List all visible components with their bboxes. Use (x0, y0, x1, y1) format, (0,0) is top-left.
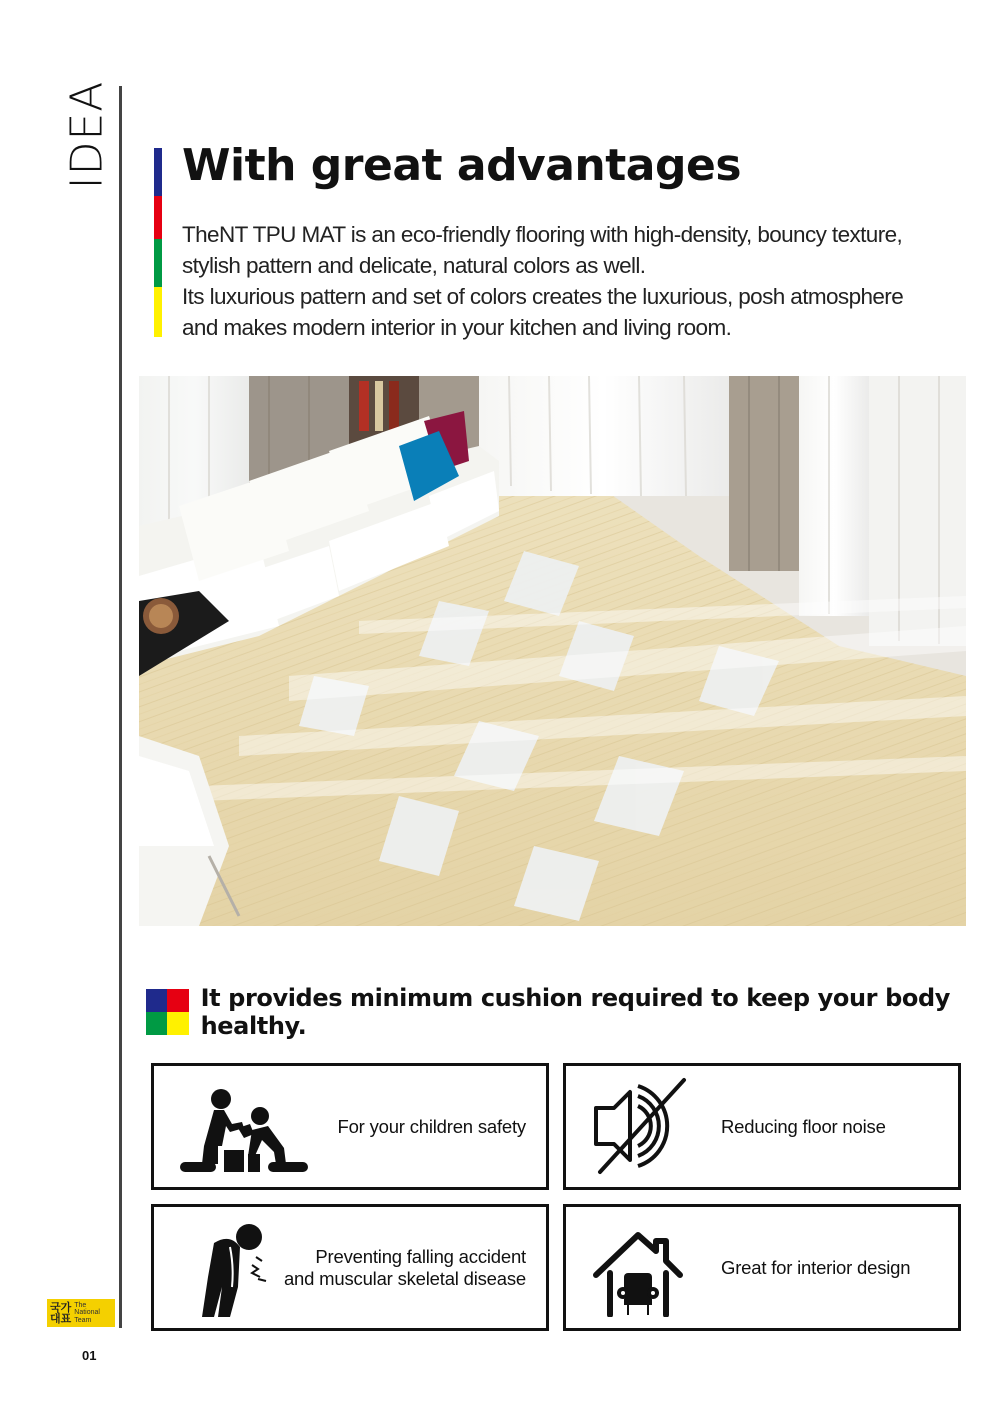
feature-card-noise-reduction (563, 1063, 961, 1190)
color-accent-bar (154, 148, 162, 337)
color-bar-blue (154, 148, 162, 196)
benefits-heading-text: It provides minimum cushion required to keep your body healthy. (200, 984, 950, 1040)
children-playing-icon (164, 1076, 309, 1176)
intro-paragraph (182, 219, 982, 343)
feature-text (284, 1207, 526, 1328)
four-color-square-icon (146, 989, 189, 1035)
logo-english-text: The National Team (74, 1301, 100, 1324)
house-armchair-icon (576, 1217, 721, 1317)
feature-card-fall-prevention (151, 1204, 549, 1331)
feature-card-interior-design (563, 1204, 961, 1331)
national-team-logo (47, 1299, 115, 1327)
page-title: With great advantages (182, 140, 742, 191)
intro-line: TheNT TPU MAT is an eco-friendly flooring with high-density, bouncy texture, (182, 222, 903, 247)
section-label-text: IDEA (61, 80, 113, 190)
feature-card-children-safety (151, 1063, 549, 1190)
feature-label: For your children safety (337, 1115, 526, 1137)
logo-korean-text: 국가 대표 (50, 1301, 72, 1325)
living-room-illustration (139, 376, 966, 926)
intro-line: Its luxurious pattern and set of colors creates the luxurious, posh atmosphere (182, 284, 904, 309)
intro-line: stylish pattern and delicate, natural colors as well. (182, 253, 646, 278)
feature-label-line1: Preventing falling accident (315, 1245, 526, 1267)
intro-line: and makes modern interior in your kitchen and living room. (182, 315, 732, 340)
color-bar-yellow (154, 287, 162, 337)
section-label (62, 80, 112, 190)
benefits-heading (146, 984, 1000, 1040)
color-bar-green (154, 239, 162, 287)
color-bar-red (154, 196, 162, 239)
living-room-photo (139, 376, 966, 926)
feature-text (721, 1066, 886, 1187)
muted-speaker-icon (576, 1076, 721, 1176)
feature-text (721, 1207, 910, 1328)
feature-text (337, 1066, 526, 1187)
page-number: 01 (82, 1348, 97, 1363)
feature-label: Reducing floor noise (721, 1115, 886, 1137)
feature-label: Great for interior design (721, 1256, 911, 1278)
vertical-divider (119, 86, 122, 1328)
feature-label-line2: and muscular skeletal disease (283, 1267, 526, 1289)
